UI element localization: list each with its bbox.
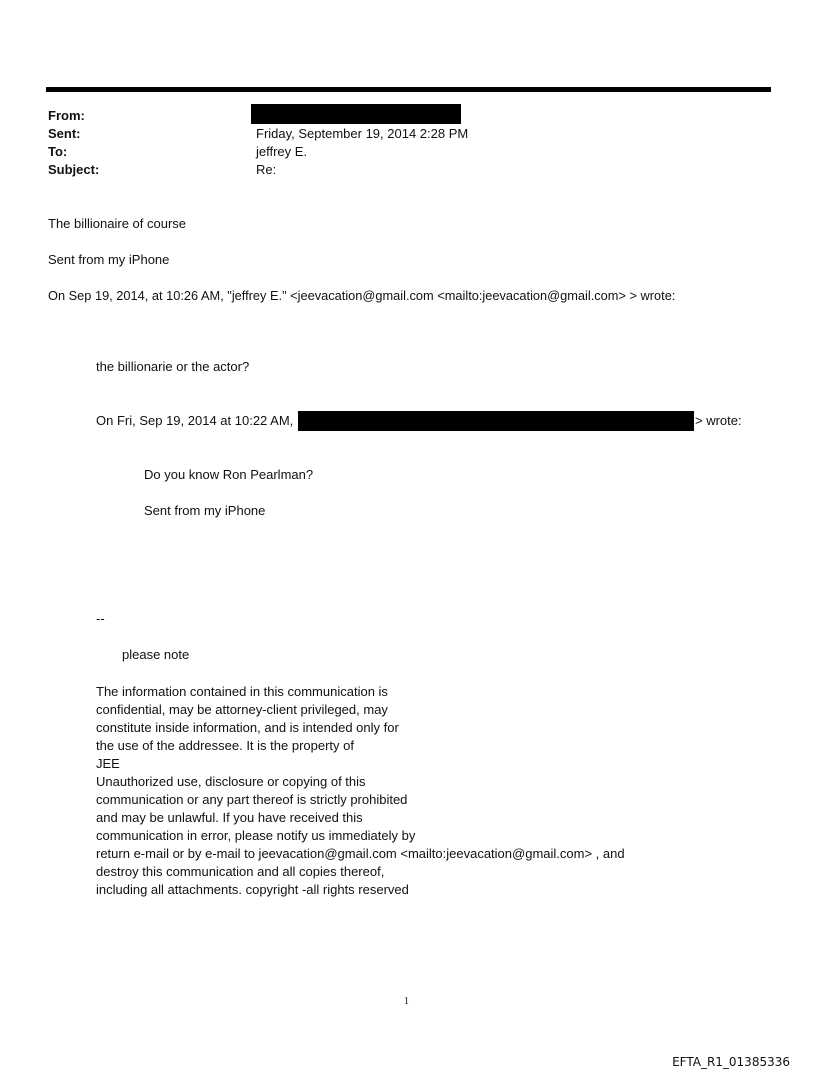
signature-dash: -- — [96, 611, 105, 626]
quote-intro: On Sep 19, 2014, at 10:26 AM, "jeffrey E." <jeevacation@gmail.com <mailto:jeevacation@gmail.com> > wrote: — [48, 288, 676, 303]
to-label: To: — [48, 144, 68, 159]
body-line-1: The billionaire of course — [48, 216, 187, 231]
nested-signature: Sent from my iPhone — [144, 503, 266, 518]
disclaimer: The information contained in this communication is confidential, may be attorney-client privileged, may constitute inside information, and is intended only for the use of the addressee. It is the property of JEE Unauthorized use, disclosure or copying of this communication or any part thereof is strictly prohibited and may be unlawful. If you have received this communication in error, please notify us immediately by return e-mail or by e-mail to jeevacation@gmail.com <mailto:jeevacation@gmail.com> , and destroy this communication and all copies thereof, including all attachments. copyright -all rights reserved — [96, 684, 625, 897]
page-number: 1 — [404, 996, 409, 1007]
from-label: From: — [48, 108, 85, 123]
subject-value: Re: — [256, 162, 277, 177]
nested-line-1: Do you know Ron Pearlman? — [144, 467, 314, 482]
please-note: please note — [122, 647, 190, 662]
redacted-address — [298, 411, 694, 431]
reply-line: the billionarie or the actor? — [96, 359, 250, 374]
document-id: EFTA_R1_01385336 — [672, 1055, 790, 1069]
sent-value: Friday, September 19, 2014 2:28 PM — [256, 126, 469, 141]
to-value: jeffrey E. — [256, 144, 308, 159]
body-signature: Sent from my iPhone — [48, 252, 170, 267]
header-rule — [46, 87, 771, 92]
sent-label: Sent: — [48, 126, 81, 141]
redacted-sender — [251, 104, 461, 124]
quote2-prefix: On Fri, Sep 19, 2014 at 10:22 AM, — [96, 413, 294, 428]
subject-label: Subject: — [48, 162, 100, 177]
quote2-suffix: > wrote: — [695, 413, 742, 428]
